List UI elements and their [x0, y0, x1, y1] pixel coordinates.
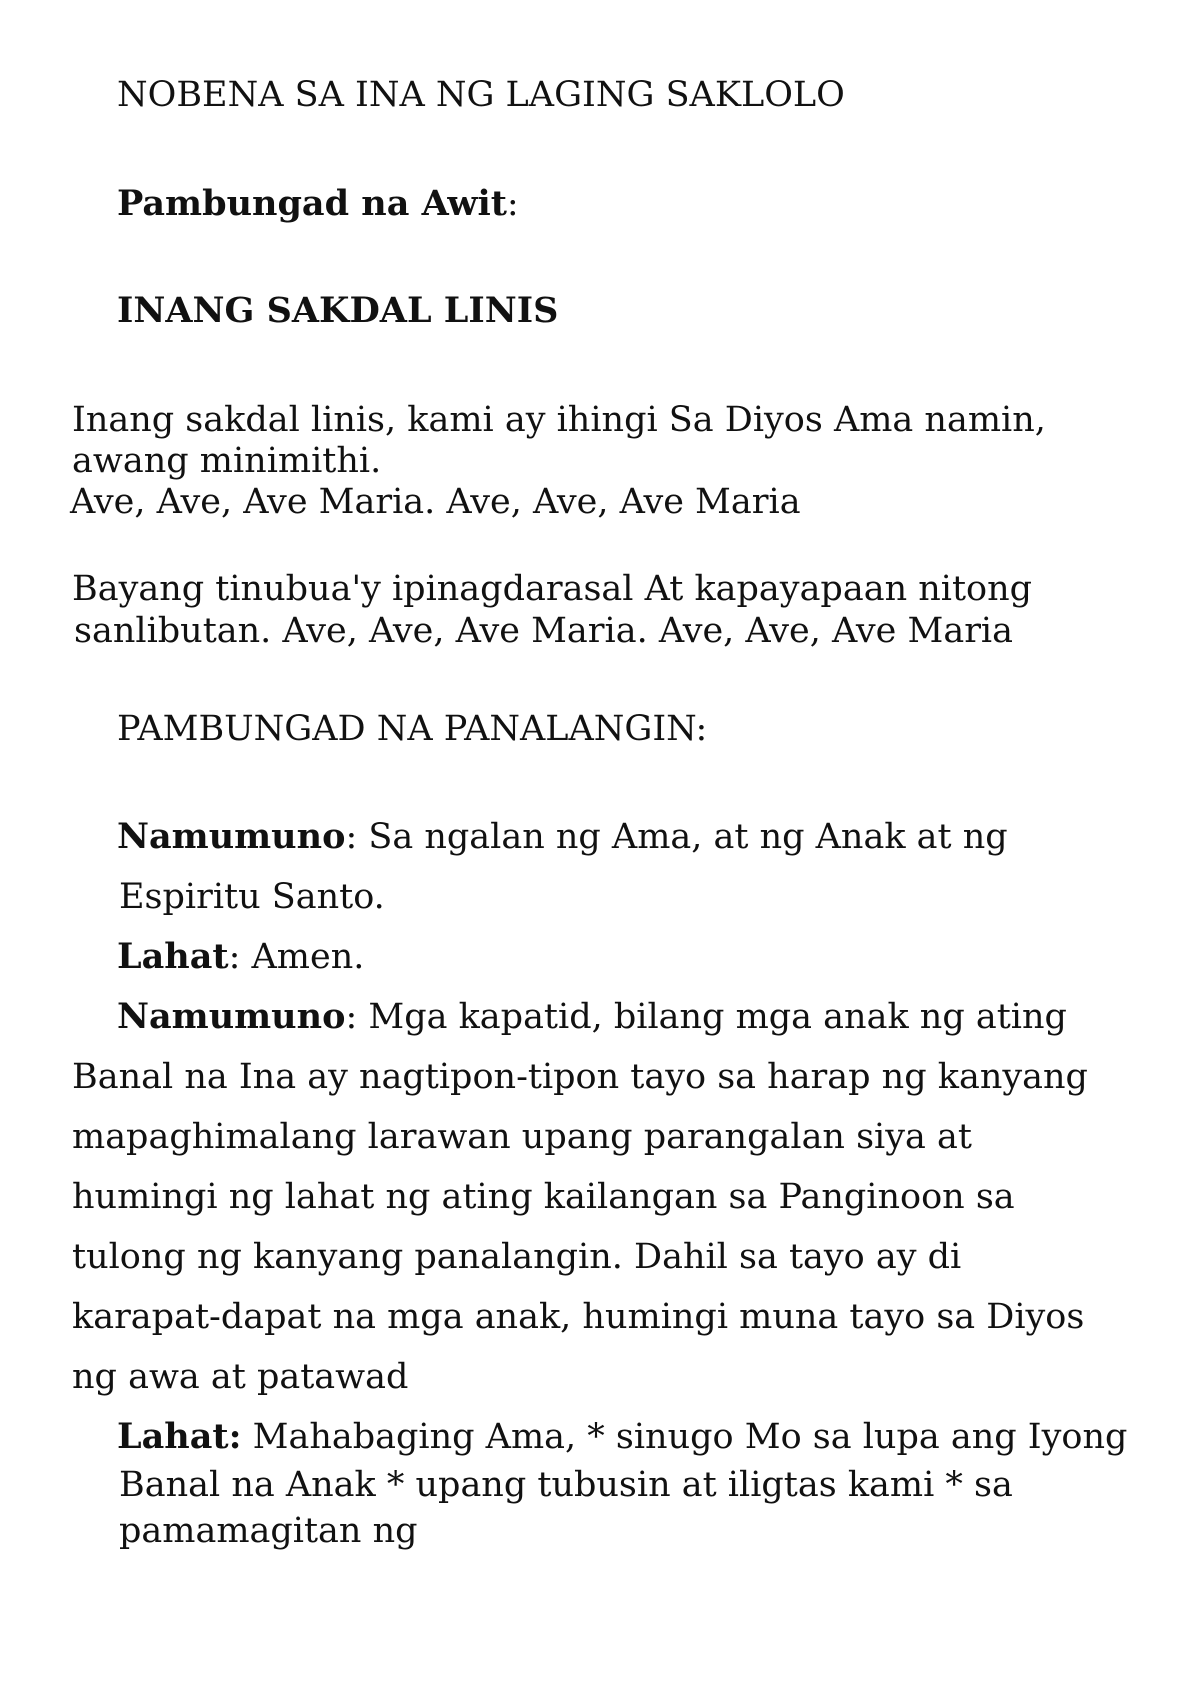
all-label: Lahat: [117, 1416, 242, 1457]
leader-label: Namumuno [117, 996, 346, 1037]
all-line-1 [117, 937, 364, 977]
opening-song-label: Pambungad na Awit [117, 183, 507, 224]
opening-song-heading [117, 184, 519, 224]
leader2-line: tulong ng kanyang panalangin. Dahil sa tayo ay di [72, 1237, 962, 1277]
leader2-line: mapaghimalang larawan upang parangalan siya at [72, 1117, 972, 1157]
leader2-line: humingi ng lahat ng ating kailangan sa Panginoon sa [72, 1177, 1015, 1217]
stanza1-line: awang minimithi. [72, 441, 382, 481]
leader-line-1 [117, 817, 1008, 857]
all-text: : Amen. [228, 937, 365, 977]
leader2-line: Banal na Ina ay nagtipon-tipon tayo sa harap ng kanyang [72, 1057, 1088, 1097]
all-line-2 [117, 1417, 1127, 1457]
all2-line: Banal na Anak * upang tubusin at iligtas kami * sa [119, 1465, 1013, 1505]
song-title: INANG SAKDAL LINIS [117, 290, 559, 331]
leader-label: Namumuno [117, 816, 346, 857]
stanza2-line: Bayang tinubua'y ipinagdarasal At kapayapaan nitong [72, 569, 1033, 609]
leader2-line: karapat-dapat na mga anak, humingi muna tayo sa Diyos [72, 1297, 1085, 1337]
all2-line: pamamagitan ng [119, 1511, 418, 1551]
stanza1-line: Ave, Ave, Ave Maria. Ave, Ave, Ave Maria [70, 482, 801, 522]
leader-line-1-cont: Espiritu Santo. [119, 877, 385, 917]
leader-text: : Sa ngalan ng Ama, at ng Anak at ng [345, 817, 1008, 857]
stanza1-line: Inang sakdal linis, kami ay ihingi Sa Diyos Ama namin, [72, 400, 1046, 440]
opening-prayer-heading: PAMBUNGAD NA PANALANGIN: [117, 709, 708, 749]
leader2-line: ng awa at patawad [72, 1357, 409, 1397]
leader-line-2 [117, 997, 1067, 1037]
leader-text: : Mga kapatid, bilang mga anak ng ating [345, 997, 1067, 1037]
document-title: NOBENA SA INA NG LAGING SAKLOLO [117, 75, 845, 115]
all-text: Mahabaging Ama, * sinugo Mo sa lupa ang Iyong [241, 1417, 1128, 1457]
stanza2-line: sanlibutan. Ave, Ave, Ave Maria. Ave, Ave, Ave Maria [74, 611, 1013, 651]
opening-song-colon: : [506, 184, 519, 224]
all-label: Lahat [117, 936, 229, 977]
